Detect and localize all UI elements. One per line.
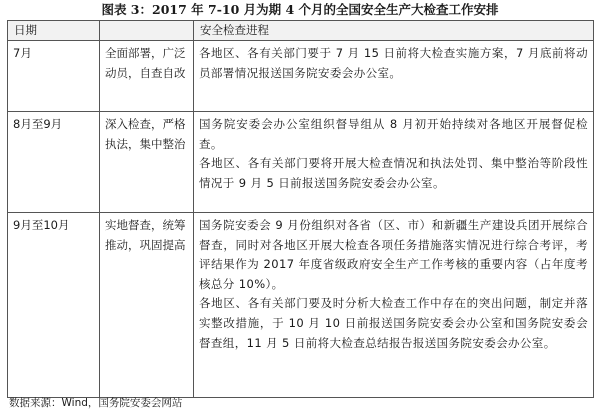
progress-paragraph: 各地区、各有关部门要及时分析大检查工作中存在的突出问题，制定并落实整改措施，于 10 月 10 日前报送国务院安委会办公室和国务院安委会督查组，11 月 5 日前将大检查总结报告报送国务院安委会办公室。 xyxy=(199,296,588,350)
row-progress xyxy=(194,41,594,112)
header-progress: 安全检查进程 xyxy=(194,21,594,41)
figure-title: 图表 3：2017 年 7-10 月为期 4 个月的全国安全生产大检查工作安排 xyxy=(101,2,499,17)
row-date: 9月至10月 xyxy=(8,213,100,398)
table-row xyxy=(8,213,594,398)
table-row xyxy=(8,41,594,112)
row-phase: 深入检查，严格执法，集中整治 xyxy=(100,112,194,213)
row-date: 7月 xyxy=(8,41,100,112)
row-phase: 全面部署，广泛动员，自查自改 xyxy=(100,41,194,112)
row-progress xyxy=(194,112,594,213)
schedule-table xyxy=(7,20,594,398)
row-progress xyxy=(194,213,594,398)
header-phase xyxy=(100,21,194,41)
row-phase: 实地督查，统筹推动，巩固提高 xyxy=(100,213,194,398)
row-date: 8月至9月 xyxy=(8,112,100,213)
progress-paragraph: 国务院安委会办公室组织督导组从 8 月初开始持续对各地区开展督促检查。 xyxy=(199,117,588,151)
progress-paragraph: 各地区、各有关部门要将开展大检查情况和执法处罚、集中整治等阶段性情况于 9 月 5 日前报送国务院安委会办公室。 xyxy=(199,156,588,190)
progress-paragraph: 国务院安委会 9 月份组织对各省（区、市）和新疆生产建设兵团开展综合督查，同时对各地区开展大检查各项任务措施落实情况进行综合考评，考评结果作为 2017 年度省级政府安全生产工作考核的重要内容（占年度考核总分 10%）。 xyxy=(199,218,588,291)
table-header-row xyxy=(8,21,594,41)
table-row xyxy=(8,112,594,213)
source-note: 数据来源：Wind，国务院安委会网站 xyxy=(9,397,183,409)
progress-paragraph: 各地区、各有关部门要于 7 月 15 日前将大检查实施方案，7 月底前将动员部署情况报送国务院安委会办公室。 xyxy=(199,46,588,80)
header-date: 日期 xyxy=(8,21,100,41)
